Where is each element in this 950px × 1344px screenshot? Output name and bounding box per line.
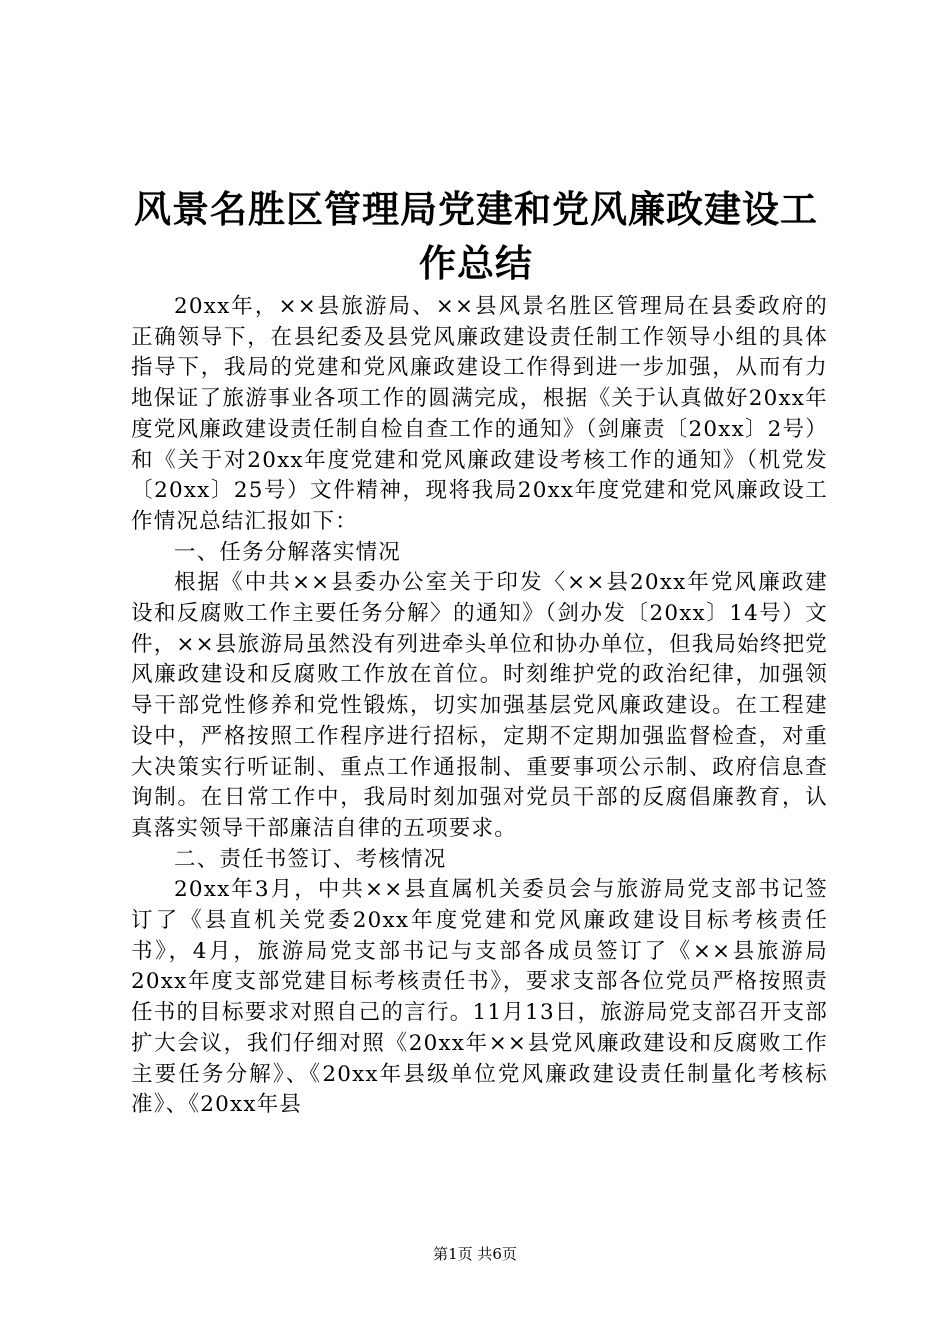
document-title: 风景名胜区管理局党建和党风廉政建设工作总结 [134, 187, 818, 285]
paragraph-intro: 20xx年，××县旅游局、××县风景名胜区管理局在县委政府的正确领导下，在县纪委及县党风廉政建设责任制工作领导小组的具体指导下，我局的党建和党风廉政建设工作得到进一步加强，从而有力地保证了旅游事业各项工作的圆满完成，根据《关于认真做好20xx年度党风廉政建设责任制自检自查工作的通知》（剑廉责〔20xx〕2号）和《关于对20xx年度党建和党风廉政建设考核工作的通知》（机党发〔20xx〕25号）文件精神，现将我局20xx年度党建和党风廉政设工作情况总结汇报如下： [131, 294, 828, 534]
section-heading-2: 二、责任书签订、考核情况 [174, 846, 447, 872]
section-heading-1: 一、任务分解落实情况 [174, 539, 402, 565]
paragraph-section-1: 根据《中共××县委办公室关于印发〈××县20xx年党风廉政建设和反腐败工作主要任务分解〉的通知》（剑办发〔20xx〕14号）文件，××县旅游局虽然没有列进牵头单位和协办单位，但我局始终把党风廉政建设和反腐败工作放在首位。时刻维护党的政治纪律，加强领导干部党性修养和党性锻炼，切实加强基层党风廉政建设。在工程建设中，严格按照工作程序进行招标，定期不定期加强监督检查，对重大决策实行听证制、重点工作通报制、重要事项公示制、政府信息查询制。在日常工作中，我局时刻加强对党员干部的反腐倡廉教育，认真落实领导干部廉洁自律的五项要求。 [131, 570, 828, 841]
paragraph-section-2: 20xx年3月，中共××县直属机关委员会与旅游局党支部书记签订了《县直机关党委20xx年度党建和党风廉政建设目标考核责任书》，4月，旅游局党支部书记与支部各成员签订了《××县旅游局20xx年度支部党建目标考核责任书》，要求支部各位党员严格按照责任书的目标要求对照自己的言行。11月13日，旅游局党支部召开支部扩大会议，我们仔细对照《20xx年××县党风廉政建设和反腐败工作主要任务分解》、《20xx年县级单位党风廉政建设责任制量化考核标准》、《20xx年县 [131, 877, 828, 1118]
page-number-footer: 第1页 共6页 [433, 1245, 517, 1263]
document-body [131, 292, 828, 1121]
